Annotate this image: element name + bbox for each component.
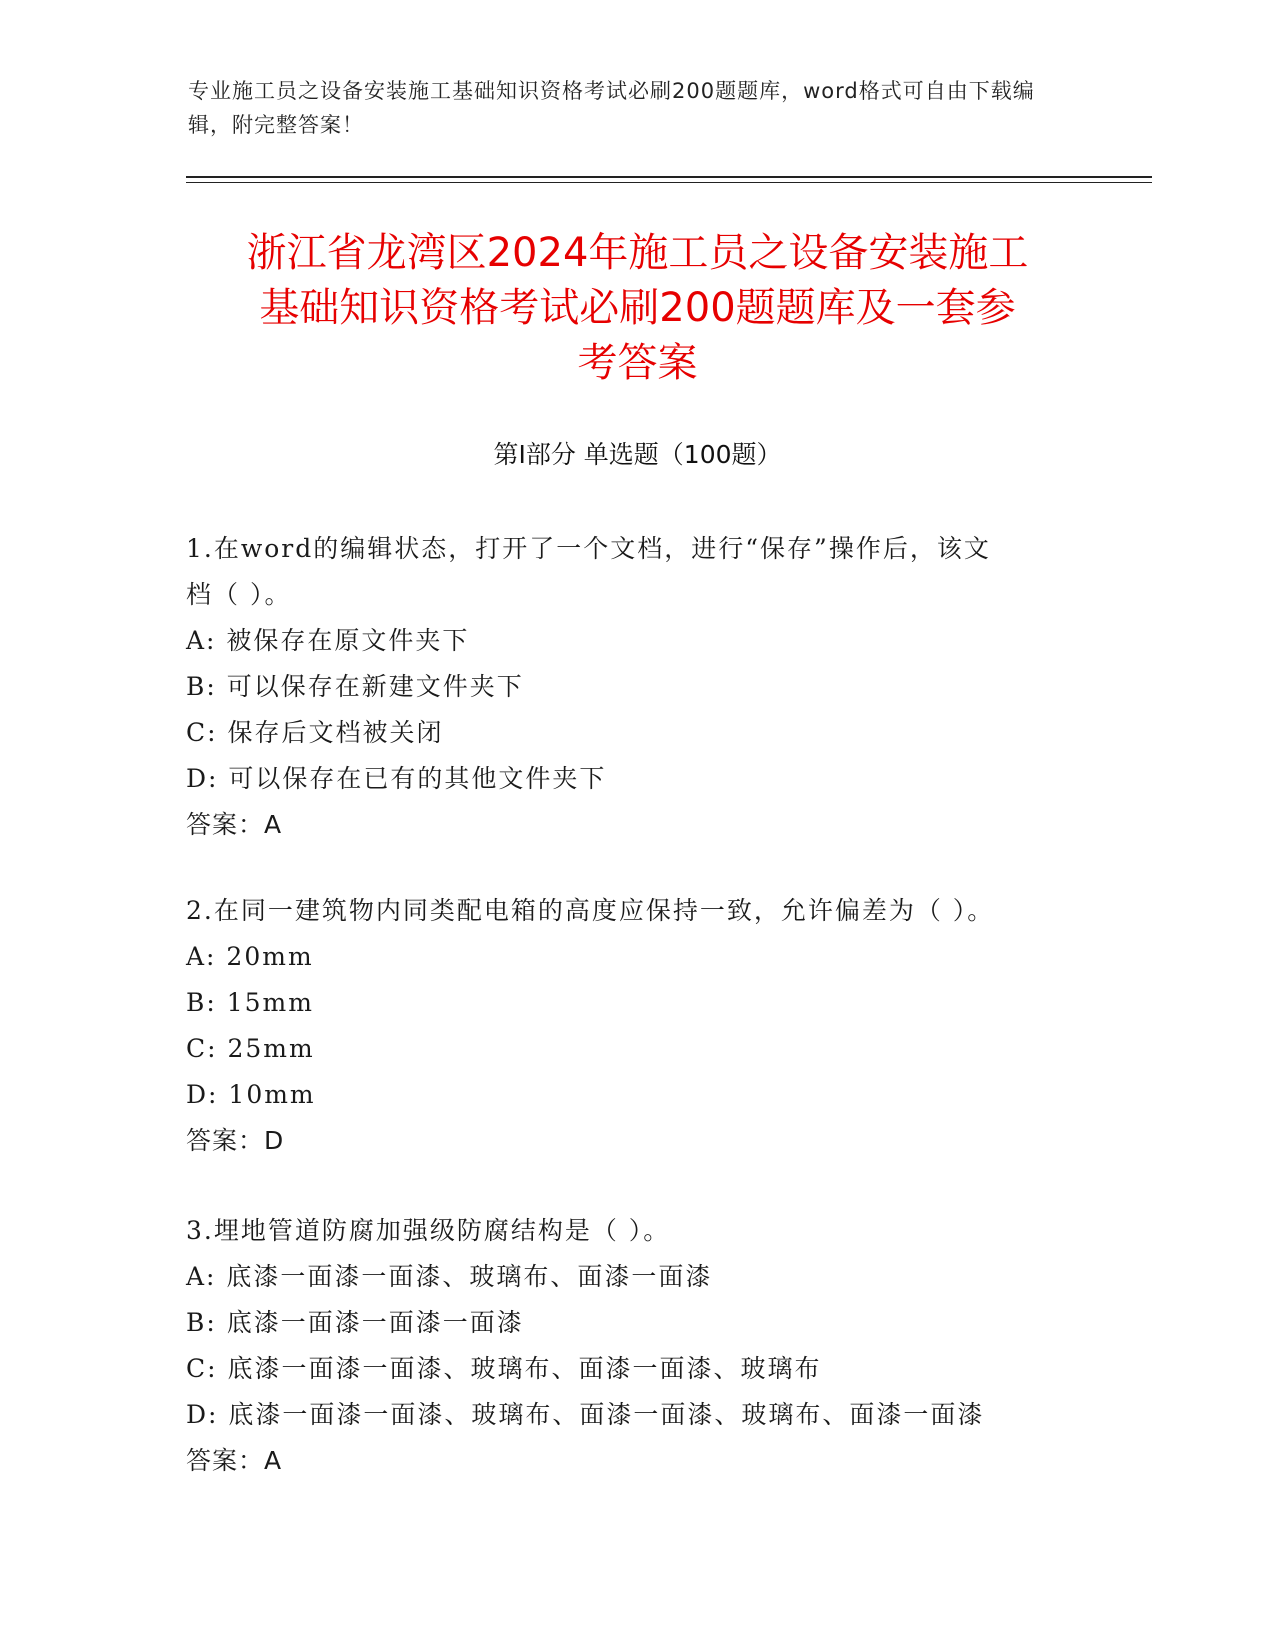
answer: 答案：D (186, 1126, 285, 1155)
title-line-3: 考答案 (577, 340, 698, 386)
option-d: D: 底漆一面漆一面漆、玻璃布、面漆一面漆、玻璃布、面漆一面漆 (186, 1400, 985, 1429)
question-stem-continued: 档（ ）。 (186, 580, 292, 609)
option-c: C: 保存后文档被关闭 (186, 718, 444, 747)
option-a: A: 20mm (186, 942, 314, 971)
option-b: B: 底漆一面漆一面漆一面漆 (186, 1308, 524, 1337)
option-a: A: 被保存在原文件夹下 (186, 626, 470, 655)
question-1 (186, 526, 1086, 848)
answer: 答案：A (186, 810, 283, 839)
header-note: 专业施工员之设备安装施工基础知识资格考试必刷200题题库，word格式可自由下载编辑，附完整答案！ (188, 79, 1035, 137)
option-d: D: 10mm (186, 1080, 316, 1109)
option-b: B: 可以保存在新建文件夹下 (186, 672, 524, 701)
title-line-2: 基础知识资格考试必刷200题题库及一套参 (259, 285, 1016, 331)
header-rule-thick (186, 176, 1152, 178)
section-heading: 第Ⅰ部分 单选题（100题） (493, 440, 782, 469)
question-stem: 2.在同一建筑物内同类配电箱的高度应保持一致，允许偏差为（ ）。 (186, 896, 995, 925)
option-c: C: 底漆一面漆一面漆、玻璃布、面漆一面漆、玻璃布 (186, 1354, 822, 1383)
option-b: B: 15mm (186, 988, 314, 1017)
title-line-1: 浙江省龙湾区2024年施工员之设备安装施工 (246, 230, 1029, 276)
question-stem: 3.埋地管道防腐加强级防腐结构是（ ）。 (186, 1216, 671, 1245)
option-a: A: 底漆一面漆一面漆、玻璃布、面漆一面漆 (186, 1262, 713, 1291)
option-d: D: 可以保存在已有的其他文件夹下 (186, 764, 607, 793)
document-title (170, 226, 1105, 391)
header-rule-thin (186, 182, 1152, 183)
question-stem: 1.在word的编辑状态，打开了一个文档，进行“保存”操作后，该文 (186, 534, 991, 563)
answer: 答案：A (186, 1446, 283, 1475)
option-c: C: 25mm (186, 1034, 315, 1063)
question-2 (186, 888, 1086, 1164)
question-3 (186, 1208, 1086, 1484)
